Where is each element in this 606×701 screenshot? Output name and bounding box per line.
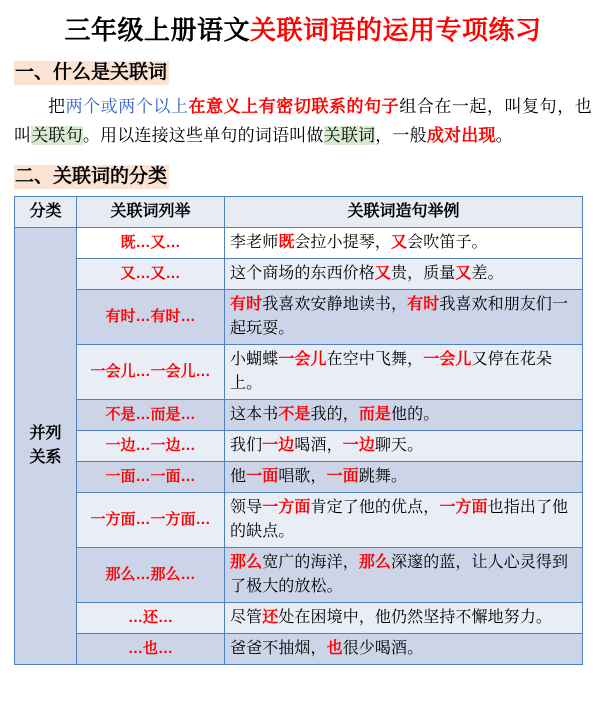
sentence-text: 尽管 [230, 609, 263, 627]
connectives-table [14, 196, 583, 665]
table-row [15, 462, 583, 493]
highlighted-connective: 还 [262, 609, 279, 627]
connective-pair: 一面…一面… [77, 462, 225, 493]
sentence-text: 我喜欢和朋友们一起玩耍。 [230, 296, 569, 338]
sentence-text: 我的， [310, 406, 359, 424]
sentence-text: 会拉小提琴， [294, 234, 392, 252]
definition-segment-5: 。用以连接这些单句的词语叫做 [82, 126, 324, 146]
definition-segment-3: 组合在一起，叫复句，也叫 [14, 97, 592, 146]
page-title [14, 14, 592, 47]
definition-segment-0: 把 [48, 97, 66, 117]
highlighted-connective: 一边 [342, 437, 375, 455]
connective-pair: …还… [77, 603, 225, 634]
sentence-text: 这本书 [230, 406, 279, 424]
highlighted-connective: 一面 [246, 468, 279, 486]
table-row [15, 259, 583, 290]
highlighted-connective: 又 [391, 234, 408, 252]
example-sentence [225, 259, 583, 290]
table-row [15, 493, 583, 548]
table-row [15, 603, 583, 634]
sentence-text: 会吹笛子。 [407, 234, 488, 252]
section-heading-two-text: 二、关联词的分类 [15, 165, 168, 187]
connective-pair: 一方面…一方面… [77, 493, 225, 548]
highlighted-connective: 一面 [326, 468, 359, 486]
example-sentence [225, 603, 583, 634]
table-row [15, 634, 583, 665]
connective-pair: 那么…那么… [77, 548, 225, 603]
sentence-text: 小蝴蝶 [230, 351, 279, 369]
highlighted-connective: 一会儿 [278, 351, 327, 369]
definition-segment-8: 成对出现 [426, 126, 496, 146]
sentence-text: 我们 [230, 437, 263, 455]
sentence-text: 领导 [230, 499, 263, 517]
section-heading-one [14, 59, 592, 87]
sentence-text: 肯定了他的优点， [310, 499, 440, 517]
column-header-category: 分类 [15, 197, 77, 228]
title-segment-0: 三年级上册语文 [64, 15, 250, 45]
highlighted-connective: 那么 [358, 554, 392, 572]
example-sentence [225, 462, 583, 493]
sentence-text: 他的。 [391, 406, 440, 424]
sentence-text: 在空中飞舞， [326, 351, 424, 369]
sentence-text: 贵，质量 [391, 265, 456, 283]
definition-segment-1: 两个或两个以上 [65, 97, 189, 117]
connective-pair: 一边…一边… [77, 431, 225, 462]
sentence-text: 差。 [471, 265, 504, 283]
highlighted-connective: 不是 [278, 406, 311, 424]
category-label-line-0: 并列 [29, 425, 62, 443]
example-sentence [225, 345, 583, 400]
definition-segment-2: 在意义上有密切联系的句子 [188, 97, 400, 117]
example-sentence [225, 548, 583, 603]
example-sentence [225, 290, 583, 345]
table-row [15, 548, 583, 603]
example-sentence [225, 400, 583, 431]
sentence-text: 他 [230, 468, 247, 486]
connective-pair: 不是…而是… [77, 400, 225, 431]
section-heading-one-text: 一、什么是关联词 [15, 61, 168, 83]
highlighted-connective: 一会儿 [423, 351, 472, 369]
connective-pair: 又…又… [77, 259, 225, 290]
definition-segment-4: 关联句 [31, 126, 83, 146]
sentence-text: 爸爸不抽烟， [230, 640, 327, 658]
sentence-text: 很少喝酒。 [342, 640, 424, 658]
sentence-text: 宽广的海洋， [262, 554, 359, 572]
definition-paragraph [14, 92, 592, 150]
category-label-parallel-relation [15, 228, 77, 665]
example-sentence [225, 493, 583, 548]
example-sentence [225, 634, 583, 665]
connective-pair: 既…又… [77, 228, 225, 259]
highlighted-connective: 一边 [262, 437, 295, 455]
sentence-text: 唱歌， [278, 468, 327, 486]
example-sentence [225, 431, 583, 462]
sentence-text: 处在困境中，他仍然坚持不懈地努力。 [278, 609, 553, 627]
section-heading-two [14, 163, 592, 191]
table-row [15, 290, 583, 345]
definition-segment-6: 关联词 [323, 126, 376, 146]
definition-segment-9: 。 [495, 126, 513, 146]
highlighted-connective: 又 [455, 265, 472, 283]
sentence-text: 又停在花朵上。 [230, 351, 553, 393]
sentence-text: 我喜欢安静地读书， [262, 296, 408, 314]
table-row [15, 400, 583, 431]
column-header-examples: 关联词造句举例 [225, 197, 583, 228]
table-row [15, 228, 583, 259]
highlighted-connective: 也 [326, 640, 343, 658]
highlighted-connective: 那么 [230, 554, 263, 572]
sentence-text: 这个商场的东西价格 [230, 265, 375, 283]
table-row [15, 345, 583, 400]
sentence-text: 李老师 [230, 234, 279, 252]
sentence-text: 跳舞。 [358, 468, 408, 486]
sentence-text: 喝酒， [294, 437, 343, 455]
highlighted-connective: 又 [374, 265, 392, 283]
category-label-line-1: 关系 [29, 449, 62, 467]
sentence-text: 聊天。 [374, 437, 424, 455]
table-body [15, 228, 583, 665]
table-header-row [15, 197, 583, 228]
connective-pair: …也… [77, 634, 225, 665]
highlighted-connective: 一方面 [439, 499, 488, 517]
connective-pair: 一会儿…一会儿… [77, 345, 225, 400]
highlighted-connective: 有时 [407, 296, 440, 314]
example-sentence [225, 228, 583, 259]
highlighted-connective: 有时 [230, 296, 263, 314]
highlighted-connective: 而是 [358, 406, 392, 424]
connective-pair: 有时…有时… [77, 290, 225, 345]
highlighted-connective: 既 [278, 234, 295, 252]
sentence-text: 也指出了他的缺点。 [230, 499, 569, 541]
table-row [15, 431, 583, 462]
column-header-connectives: 关联词列举 [77, 197, 225, 228]
highlighted-connective: 一方面 [262, 499, 311, 517]
sentence-text: 深邃的蓝，让人心灵得到了极大的放松。 [230, 554, 569, 596]
title-segment-1: 关联词语的运用专项练习 [250, 15, 542, 45]
definition-segment-7: ，一般 [375, 126, 427, 146]
